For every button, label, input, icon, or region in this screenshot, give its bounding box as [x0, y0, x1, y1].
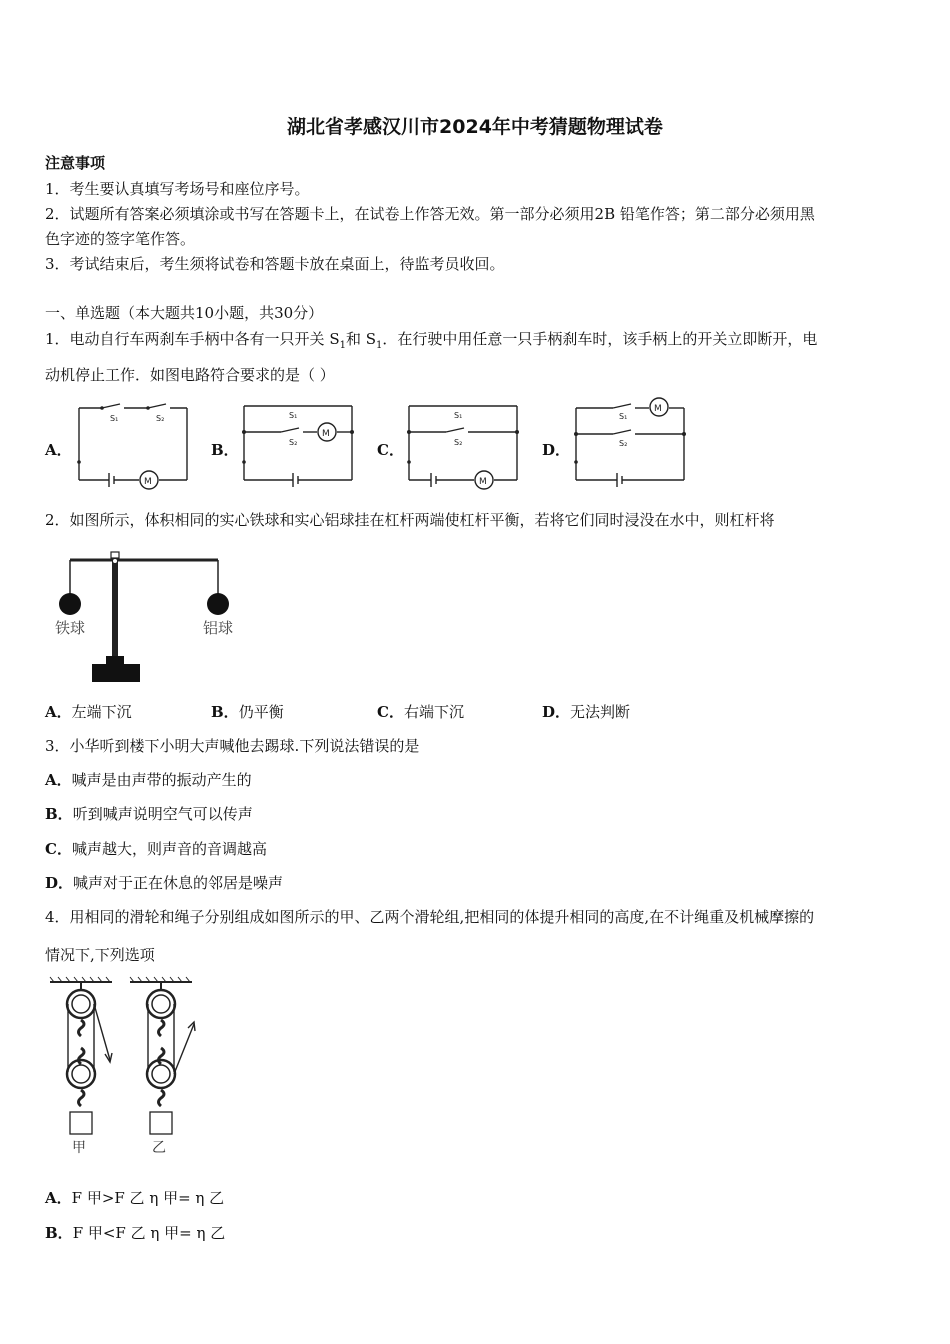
pulley-label-yi: 乙: [152, 1140, 166, 1156]
q3-option-d[interactable]: D．喊声对于正在休息的邻居是噪声: [45, 874, 284, 892]
question-3-text: 3．小华听到楼下小明大声喊他去踢球.下列说法错误的是: [45, 737, 420, 755]
question-4-line-1: 4．用相同的滑轮和绳子分别组成如图所示的甲、乙两个滑轮组,把相同的体提升相同的高度,在不计绳重及机械摩擦的: [45, 908, 815, 926]
pulley-label-jia: 甲: [72, 1140, 86, 1156]
label-motor: M: [479, 477, 487, 487]
q2-option-a[interactable]: A．左端下沉: [45, 703, 132, 721]
circuit-diagram-b: [241, 400, 356, 488]
q2-option-b[interactable]: B．仍平衡: [211, 703, 284, 721]
label-motor: M: [654, 404, 662, 414]
label-s2: S₂: [454, 438, 463, 447]
circuit-diagram-c: [406, 400, 521, 488]
note-item: 1．考生要认真填写考场号和座位序号。: [45, 180, 310, 198]
aluminum-ball-label: 铝球: [203, 619, 234, 637]
label-s2: S₂: [289, 438, 298, 447]
iron-ball-label: 铁球: [55, 619, 86, 637]
page-title: 湖北省孝感汉川市2024年中考猜题物理试卷: [287, 116, 663, 138]
q4-option-a[interactable]: A．F 甲>F 乙 η 甲= η 乙: [45, 1189, 225, 1207]
label-s1: S₁: [110, 414, 119, 423]
note-item: 2．试题所有答案必须填涂或书写在答题卡上，在试卷上作答无效。第一部分必须用2B 铅笔作答；第二部分必须用黑: [45, 205, 815, 223]
notes-heading: 注意事项: [45, 154, 106, 172]
q1-option-a[interactable]: A．: [45, 441, 72, 459]
label-motor: M: [144, 477, 152, 487]
label-s1: S₁: [619, 412, 628, 421]
label-s2: S₂: [619, 439, 628, 448]
note-item: 色字迹的签字笔作答。: [45, 230, 196, 248]
pulley-diagram: [48, 976, 208, 1158]
circuit-diagram-a: [76, 400, 191, 488]
q1-option-d[interactable]: D．: [542, 441, 571, 459]
label-s2: S₂: [156, 414, 165, 423]
q2-option-d[interactable]: D．无法判断: [542, 703, 631, 721]
section-heading: 一、单选题（本大题共10小题，共30分）: [45, 304, 324, 322]
q4-option-b[interactable]: B．F 甲<F 乙 η 甲= η 乙: [45, 1224, 226, 1242]
q1-option-b[interactable]: B．: [211, 441, 239, 459]
question-1-line-1: 1．电动自行车两刹车手柄中各有一只开关 $S_1$和 $S_1$．在行驶中用任意一只手柄刹车时，该手柄上的开关立即断开，电: [45, 330, 818, 351]
question-2-text: 2．如图所示，体积相同的实心铁球和实心铝球挂在杠杆两端使杠杆平衡，若将它们同时浸没在水中，则杠杆将: [45, 511, 775, 529]
q3-option-c[interactable]: C．喊声越大，则声音的音调越高: [45, 840, 267, 858]
label-motor: M: [322, 429, 330, 439]
label-s1: S₁: [454, 411, 463, 420]
q3-option-b[interactable]: B．听到喊声说明空气可以传声: [45, 805, 253, 823]
q2-option-c[interactable]: C．右端下沉: [377, 703, 464, 721]
question-4-line-2: 情况下,下列选项: [45, 946, 155, 964]
q1-option-c[interactable]: C．: [377, 441, 404, 459]
circuit-diagram-d: [573, 398, 688, 488]
note-item: 3．考试结束后，考生须将试卷和答题卡放在桌面上，待监考员收回。: [45, 255, 505, 273]
q3-option-a[interactable]: A．喊声是由声带的振动产生的: [45, 771, 252, 789]
lever-diagram: [50, 548, 250, 688]
label-s1: S₁: [289, 411, 298, 420]
question-1-line-2: 动机停止工作．如图电路符合要求的是（ ）: [45, 366, 335, 384]
